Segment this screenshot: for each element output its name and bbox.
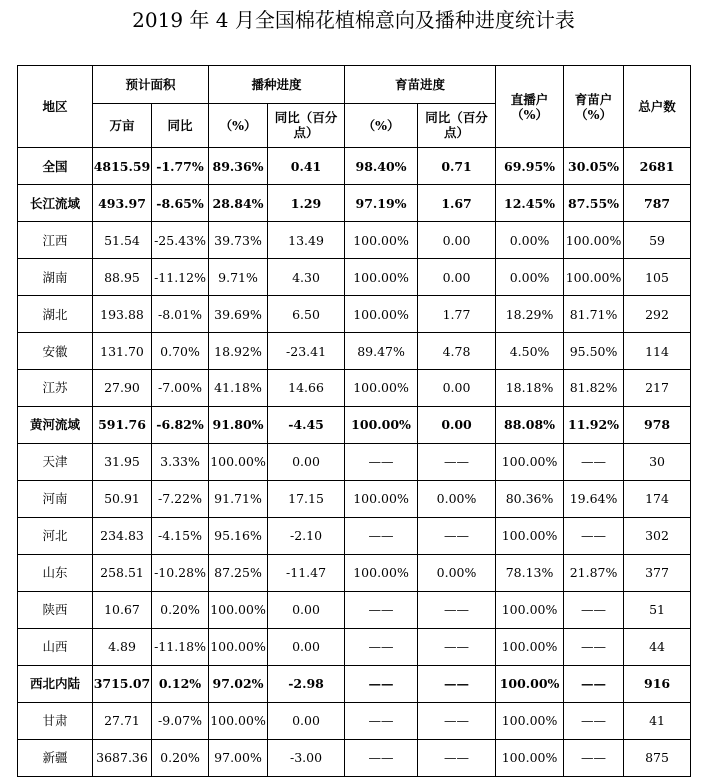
total-cell: 377 [624,554,691,591]
area-cell: 4815.59 [93,148,152,185]
seedhh-pct-cell: 87.55% [564,185,624,222]
area-cell: 3687.36 [93,739,152,776]
area-cell: 234.83 [93,517,152,554]
page-title: 2019 年 4 月全国棉花植棉意向及播种进度统计表 [132,8,575,32]
total-cell: 978 [624,406,691,443]
seedhh-pct-cell: 30.05% [564,148,624,185]
table-row [18,222,691,259]
seedhh-pct-cell: —— [564,739,624,776]
area-yoy-cell: -10.28% [152,554,209,591]
area-cell: 10.67 [93,591,152,628]
seedling-yoy-cell: —— [418,517,496,554]
header-direct-sowing-households: 直播户（%） [496,66,564,148]
header-area-yoy: 同比 [152,103,209,148]
region-cell: 江苏 [18,370,93,407]
table-row [18,591,691,628]
direct-pct-cell: 100.00% [496,628,564,665]
total-cell: 41 [624,702,691,739]
area-yoy-cell: -11.18% [152,628,209,665]
seedling-yoy-cell: 0.00 [418,370,496,407]
seedling-yoy-cell: 4.78 [418,333,496,370]
area-cell: 51.54 [93,222,152,259]
seedhh-pct-cell: —— [564,591,624,628]
seedhh-pct-cell: 95.50% [564,333,624,370]
seedling-yoy-cell: 0.00% [418,480,496,517]
seedhh-pct-cell: 19.64% [564,480,624,517]
table-row [18,443,691,480]
seedling-yoy-cell: 0.00 [418,406,496,443]
header-region: 地区 [18,66,93,148]
seedling-yoy-cell: 1.77 [418,296,496,333]
seedhh-pct-cell: 81.71% [564,296,624,333]
sowing-pct-cell: 39.73% [209,222,268,259]
seedling-pct-cell: —— [345,628,418,665]
seedling-pct-cell: 97.19% [345,185,418,222]
area-cell: 27.90 [93,370,152,407]
region-cell: 全国 [18,148,93,185]
region-cell: 河南 [18,480,93,517]
table-row [18,148,691,185]
statistics-table [17,65,691,777]
seedling-yoy-cell: —— [418,443,496,480]
region-cell: 黄河流域 [18,406,93,443]
header-total-households: 总户数 [624,66,691,148]
region-cell: 陕西 [18,591,93,628]
total-cell: 292 [624,296,691,333]
sowing-pct-cell: 41.18% [209,370,268,407]
sowing-yoy-cell: 0.00 [268,628,345,665]
seedling-yoy-cell: —— [418,665,496,702]
sowing-pct-cell: 100.00% [209,628,268,665]
region-cell: 山西 [18,628,93,665]
sowing-pct-cell: 95.16% [209,517,268,554]
region-cell: 天津 [18,443,93,480]
sowing-yoy-cell: -2.98 [268,665,345,702]
sowing-pct-cell: 97.00% [209,739,268,776]
area-yoy-cell: 3.33% [152,443,209,480]
sowing-pct-cell: 89.36% [209,148,268,185]
seedhh-pct-cell: 100.00% [564,222,624,259]
area-yoy-cell: -6.82% [152,406,209,443]
sowing-yoy-cell: -3.00 [268,739,345,776]
region-cell: 山东 [18,554,93,591]
seedhh-pct-cell: —— [564,443,624,480]
seedling-pct-cell: 98.40% [345,148,418,185]
region-cell: 江西 [18,222,93,259]
seedling-pct-cell: —— [345,702,418,739]
direct-pct-cell: 18.18% [496,370,564,407]
direct-pct-cell: 100.00% [496,443,564,480]
area-cell: 88.95 [93,259,152,296]
seedling-yoy-cell: 0.71 [418,148,496,185]
table-row [18,259,691,296]
table-row [18,406,691,443]
sowing-yoy-cell: 17.15 [268,480,345,517]
sowing-pct-cell: 91.71% [209,480,268,517]
seedling-yoy-cell: —— [418,702,496,739]
direct-pct-cell: 69.95% [496,148,564,185]
table-row [18,665,691,702]
sowing-pct-cell: 18.92% [209,333,268,370]
seedhh-pct-cell: 21.87% [564,554,624,591]
area-yoy-cell: -8.65% [152,185,209,222]
area-cell: 50.91 [93,480,152,517]
seedling-yoy-cell: 0.00 [418,259,496,296]
seedling-pct-cell: 100.00% [345,222,418,259]
sowing-pct-cell: 97.02% [209,665,268,702]
region-cell: 甘肃 [18,702,93,739]
total-cell: 105 [624,259,691,296]
sowing-yoy-cell: -2.10 [268,517,345,554]
table-row [18,480,691,517]
seedling-pct-cell: —— [345,443,418,480]
seedhh-pct-cell: 81.82% [564,370,624,407]
area-yoy-cell: -9.07% [152,702,209,739]
area-cell: 193.88 [93,296,152,333]
area-yoy-cell: -8.01% [152,296,209,333]
total-cell: 114 [624,333,691,370]
direct-pct-cell: 100.00% [496,665,564,702]
seedling-yoy-cell: 0.00 [418,222,496,259]
total-cell: 787 [624,185,691,222]
sowing-pct-cell: 100.00% [209,591,268,628]
sowing-yoy-cell: 0.00 [268,443,345,480]
total-cell: 59 [624,222,691,259]
region-cell: 河北 [18,517,93,554]
table-row [18,702,691,739]
direct-pct-cell: 12.45% [496,185,564,222]
sowing-yoy-cell: -11.47 [268,554,345,591]
area-yoy-cell: 0.12% [152,665,209,702]
direct-pct-cell: 78.13% [496,554,564,591]
area-cell: 493.97 [93,185,152,222]
area-cell: 4.89 [93,628,152,665]
table-row [18,296,691,333]
seedling-pct-cell: 100.00% [345,406,418,443]
sowing-pct-cell: 100.00% [209,443,268,480]
total-cell: 875 [624,739,691,776]
seedling-pct-cell: 100.00% [345,554,418,591]
total-cell: 30 [624,443,691,480]
direct-pct-cell: 100.00% [496,739,564,776]
header-unit-mu: 万亩 [93,103,152,148]
area-yoy-cell: -1.77% [152,148,209,185]
seedling-pct-cell: 100.00% [345,370,418,407]
area-yoy-cell: -7.00% [152,370,209,407]
seedling-pct-cell: 100.00% [345,296,418,333]
header-sowing-pct: （%） [209,103,268,148]
seedling-pct-cell: 100.00% [345,480,418,517]
sowing-pct-cell: 100.00% [209,702,268,739]
header-row-1 [18,66,691,104]
sowing-pct-cell: 28.84% [209,185,268,222]
area-cell: 31.95 [93,443,152,480]
area-yoy-cell: -4.15% [152,517,209,554]
area-cell: 27.71 [93,702,152,739]
header-seedling: 育苗进度 [345,66,496,104]
seedling-pct-cell: 100.00% [345,259,418,296]
sowing-yoy-cell: 1.29 [268,185,345,222]
area-yoy-cell: 0.20% [152,739,209,776]
seedhh-pct-cell: 11.92% [564,406,624,443]
total-cell: 2681 [624,148,691,185]
sowing-yoy-cell: 13.49 [268,222,345,259]
table-row [18,554,691,591]
header-seedling-households: 育苗户（%） [564,66,624,148]
seedling-yoy-cell: —— [418,739,496,776]
seedling-pct-cell: —— [345,665,418,702]
table-row [18,628,691,665]
direct-pct-cell: 0.00% [496,222,564,259]
seedling-pct-cell: —— [345,517,418,554]
sowing-yoy-cell: 0.00 [268,591,345,628]
table-row [18,370,691,407]
direct-pct-cell: 100.00% [496,591,564,628]
seedling-yoy-cell: 1.67 [418,185,496,222]
direct-pct-cell: 100.00% [496,702,564,739]
sowing-yoy-cell: 14.66 [268,370,345,407]
area-yoy-cell: 0.70% [152,333,209,370]
region-cell: 湖北 [18,296,93,333]
region-cell: 湖南 [18,259,93,296]
direct-pct-cell: 80.36% [496,480,564,517]
direct-pct-cell: 18.29% [496,296,564,333]
sowing-pct-cell: 91.80% [209,406,268,443]
region-cell: 长江流域 [18,185,93,222]
seedling-yoy-cell: 0.00% [418,554,496,591]
table-row [18,517,691,554]
table-row [18,333,691,370]
seedling-yoy-cell: —— [418,628,496,665]
seedling-pct-cell: —— [345,739,418,776]
seedhh-pct-cell: 100.00% [564,259,624,296]
total-cell: 44 [624,628,691,665]
seedhh-pct-cell: —— [564,517,624,554]
direct-pct-cell: 0.00% [496,259,564,296]
header-sowing: 播种进度 [209,66,345,104]
sowing-yoy-cell: 0.41 [268,148,345,185]
seedling-yoy-cell: —— [418,591,496,628]
header-sowing-yoy: 同比（百分点） [268,103,345,148]
direct-pct-cell: 100.00% [496,517,564,554]
sowing-yoy-cell: 4.30 [268,259,345,296]
area-cell: 3715.07 [93,665,152,702]
seedling-pct-cell: 89.47% [345,333,418,370]
area-yoy-cell: -11.12% [152,259,209,296]
sowing-yoy-cell: -4.45 [268,406,345,443]
sowing-yoy-cell: -23.41 [268,333,345,370]
total-cell: 174 [624,480,691,517]
area-yoy-cell: -25.43% [152,222,209,259]
header-area: 预计面积 [93,66,209,104]
sowing-pct-cell: 9.71% [209,259,268,296]
table-row [18,739,691,776]
area-cell: 591.76 [93,406,152,443]
sowing-pct-cell: 39.69% [209,296,268,333]
direct-pct-cell: 4.50% [496,333,564,370]
direct-pct-cell: 88.08% [496,406,564,443]
area-yoy-cell: -7.22% [152,480,209,517]
seedhh-pct-cell: —— [564,665,624,702]
region-cell: 新疆 [18,739,93,776]
total-cell: 217 [624,370,691,407]
sowing-yoy-cell: 6.50 [268,296,345,333]
total-cell: 302 [624,517,691,554]
total-cell: 916 [624,665,691,702]
header-seedling-yoy: 同比（百分点） [418,103,496,148]
seedhh-pct-cell: —— [564,628,624,665]
region-cell: 西北内陆 [18,665,93,702]
region-cell: 安徽 [18,333,93,370]
header-seedling-pct: （%） [345,103,418,148]
table-row [18,185,691,222]
sowing-pct-cell: 87.25% [209,554,268,591]
total-cell: 51 [624,591,691,628]
area-yoy-cell: 0.20% [152,591,209,628]
seedling-pct-cell: —— [345,591,418,628]
area-cell: 258.51 [93,554,152,591]
area-cell: 131.70 [93,333,152,370]
seedhh-pct-cell: —— [564,702,624,739]
sowing-yoy-cell: 0.00 [268,702,345,739]
